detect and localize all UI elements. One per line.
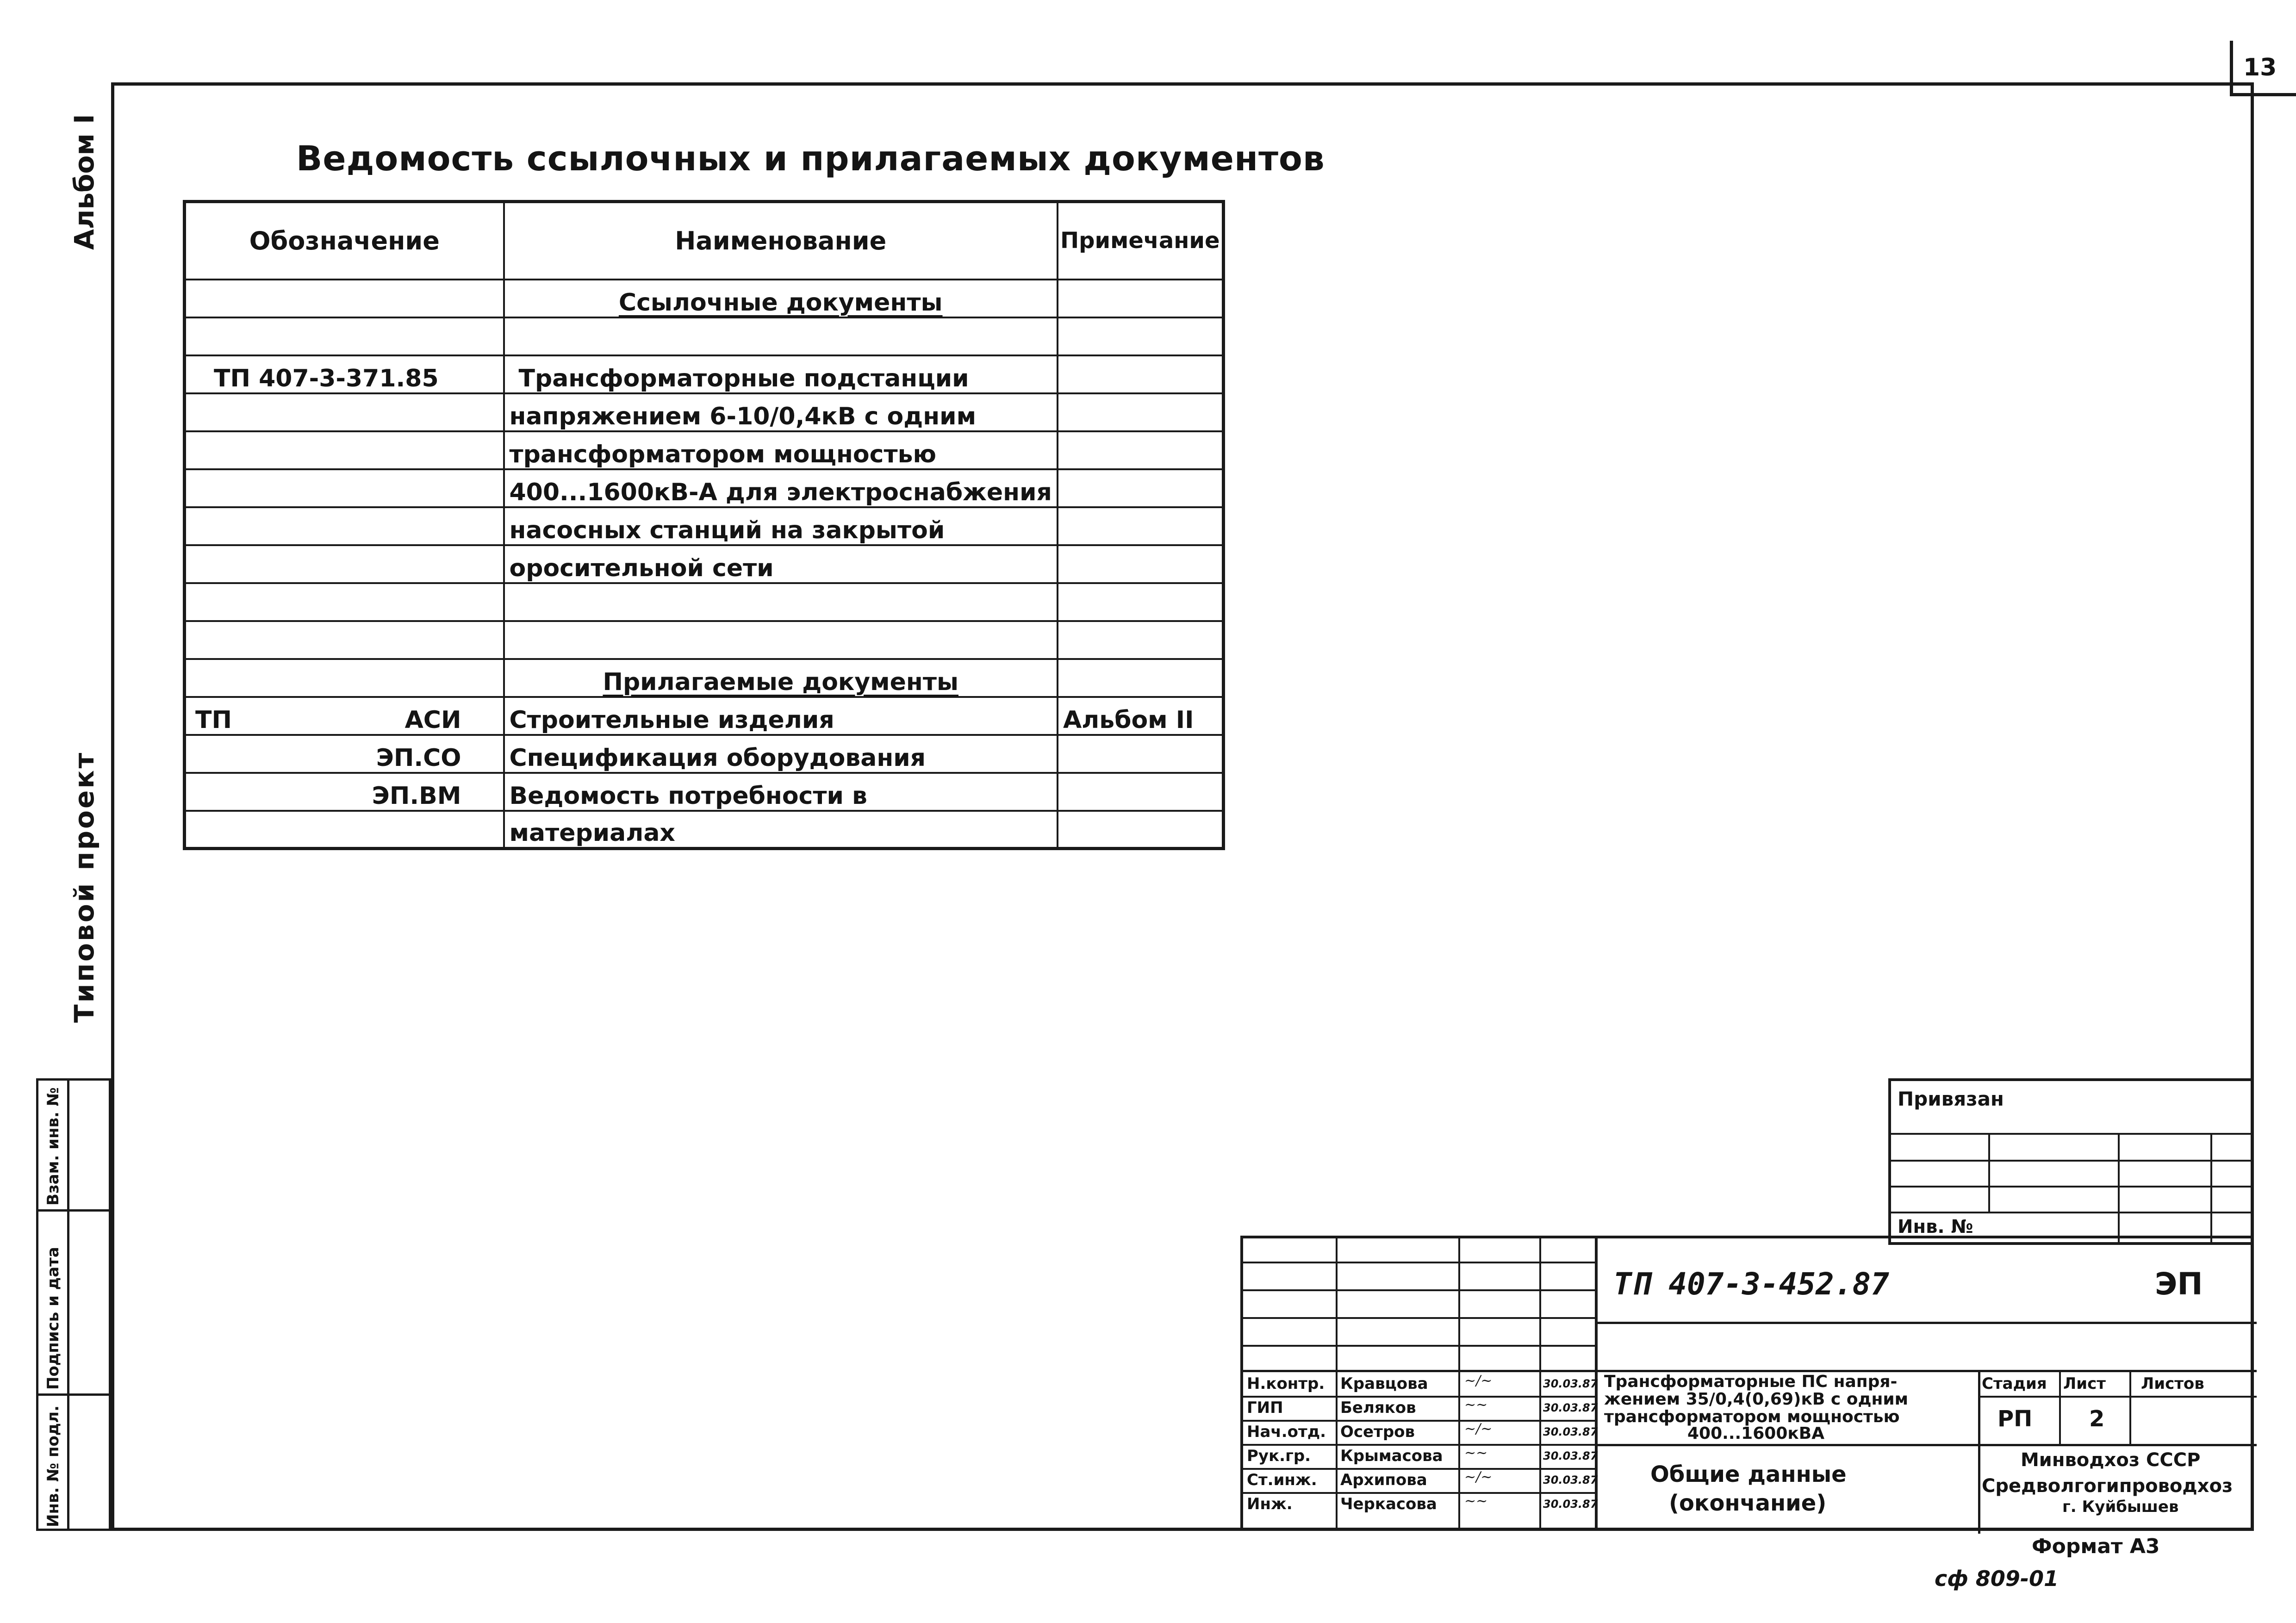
table-row	[185, 431, 1224, 469]
att-name: Ведомость потребности в	[504, 773, 1058, 811]
project-title-line: жением 35/0,4(0,69)кВ с одним	[1604, 1390, 1909, 1409]
format-label: Формат А3	[2032, 1535, 2160, 1558]
sign-date: 30.03.87	[1543, 1425, 1598, 1438]
inv-orig-label: Инв. № подл.	[44, 1405, 62, 1527]
title-block	[1240, 1236, 2254, 1531]
signature-mark: ~/~	[1464, 1421, 1493, 1437]
table-row	[185, 621, 1224, 659]
role: Рук.гр.	[1247, 1447, 1311, 1465]
role: ГИП	[1247, 1399, 1283, 1417]
signature-mark: ~/~	[1464, 1469, 1493, 1485]
org-line: г. Куйбышев	[2062, 1498, 2179, 1516]
table-row	[185, 507, 1224, 545]
table-row	[185, 583, 1224, 621]
att-name: Спецификация оборудования	[504, 735, 1058, 773]
ref-line: трансформатором мощностью	[504, 431, 1058, 469]
table-header-row	[185, 202, 1224, 280]
project-title-line: трансформатором мощностью	[1604, 1407, 1900, 1426]
person-name: Крымасова	[1340, 1447, 1443, 1465]
sign-date: 30.03.87	[1543, 1498, 1598, 1511]
project-type-label: Типовой проект	[68, 751, 100, 1023]
person-name: Архипова	[1340, 1471, 1427, 1489]
att-code: ЭП.СО	[376, 744, 461, 772]
table-row	[185, 773, 1224, 811]
project-title-line: 400...1600кВА	[1687, 1424, 1825, 1443]
table-row	[185, 355, 1224, 393]
document-heading: Ведомость ссылочных и прилагаемых документов	[296, 139, 1325, 179]
signature-mark: ~~	[1464, 1445, 1488, 1461]
sheet-title-line: (окончание)	[1669, 1490, 1827, 1516]
ref-line: 400...1600кВ-А для электроснабжения	[504, 469, 1058, 507]
att-code: ЭП.ВМ	[372, 782, 461, 810]
table-row	[185, 545, 1224, 583]
att-note: Альбом II	[1058, 697, 1223, 735]
stage-label: Стадия	[1982, 1374, 2047, 1393]
table-row	[185, 697, 1224, 735]
table-row	[185, 811, 1224, 849]
org-line: Средволгогипроводхоз	[1982, 1475, 2233, 1497]
project-title-line: Трансформаторные ПС напря-	[1604, 1372, 1898, 1391]
sign-date: 30.03.87	[1543, 1377, 1598, 1390]
table-row	[185, 317, 1224, 355]
role: Инж.	[1247, 1495, 1293, 1513]
header-designation: Обозначение	[185, 202, 504, 280]
ref-line: напряжением 6-10/0,4кВ с одним	[504, 393, 1058, 431]
sign-date: 30.03.87	[1543, 1401, 1598, 1414]
table-row	[185, 735, 1224, 773]
att-name: Строительные изделия	[504, 697, 1058, 735]
binding-block	[1888, 1078, 2254, 1245]
drawing-section: ЭП	[2155, 1266, 2203, 1302]
vzam-label: Взам. инв. №	[44, 1087, 62, 1206]
signature-mark: ~~	[1464, 1397, 1488, 1413]
section-referenced: Ссылочные документы	[618, 288, 943, 317]
binding-label: Привязан	[1898, 1088, 2004, 1110]
table-row	[185, 659, 1224, 697]
person-name: Беляков	[1340, 1399, 1416, 1417]
role: Нач.отд.	[1247, 1423, 1326, 1441]
sheet-number-box	[2230, 41, 2296, 96]
stage-value: РП	[1997, 1406, 2033, 1432]
person-name: Осетров	[1340, 1423, 1415, 1441]
album-label: Альбом I	[68, 114, 100, 250]
table-row	[185, 469, 1224, 507]
table-row	[185, 393, 1224, 431]
drawing-designation: ТП 407-3-452.87	[1613, 1266, 1890, 1302]
role: Ст.инж.	[1247, 1471, 1317, 1489]
sign-date: 30.03.87	[1543, 1449, 1598, 1462]
documents-table	[183, 200, 1225, 850]
signature-mark: ~/~	[1464, 1373, 1493, 1389]
sheet-title-line: Общие данные	[1650, 1461, 1847, 1487]
ref-designation: ТП 407-3-371.85	[185, 355, 504, 393]
signature-mark: ~~	[1464, 1493, 1488, 1509]
bottom-code: сф 809-01	[1935, 1566, 2059, 1591]
section-attached: Прилагаемые документы	[603, 668, 958, 696]
ref-line: оросительной сети	[504, 545, 1058, 583]
ref-line: Трансформаторные подстанции	[504, 355, 1058, 393]
att-name: материалах	[504, 811, 1058, 849]
sheet-value: 2	[2089, 1406, 2105, 1432]
binding-inv-label: Инв. №	[1898, 1216, 1973, 1237]
role: Н.контр.	[1247, 1374, 1325, 1393]
table-row	[185, 280, 1224, 317]
sign-date-label: Подпись и дата	[44, 1247, 62, 1390]
person-name: Кравцова	[1340, 1374, 1428, 1393]
header-note: Примечание	[1058, 202, 1223, 280]
sheets-label: Листов	[2141, 1374, 2204, 1393]
person-name: Черкасова	[1340, 1495, 1437, 1513]
left-approval-strip	[36, 1078, 111, 1531]
org-line: Минводхоз СССР	[2021, 1449, 2201, 1471]
sheet-number: 13	[2243, 54, 2277, 81]
att-code: АСИ	[404, 706, 461, 734]
ref-line: насосных станций на закрытой	[504, 507, 1058, 545]
sign-date: 30.03.87	[1543, 1474, 1598, 1486]
att-prefix: ТП	[195, 706, 232, 734]
header-name: Наименование	[504, 202, 1058, 280]
sheet-label: Лист	[2063, 1374, 2106, 1393]
